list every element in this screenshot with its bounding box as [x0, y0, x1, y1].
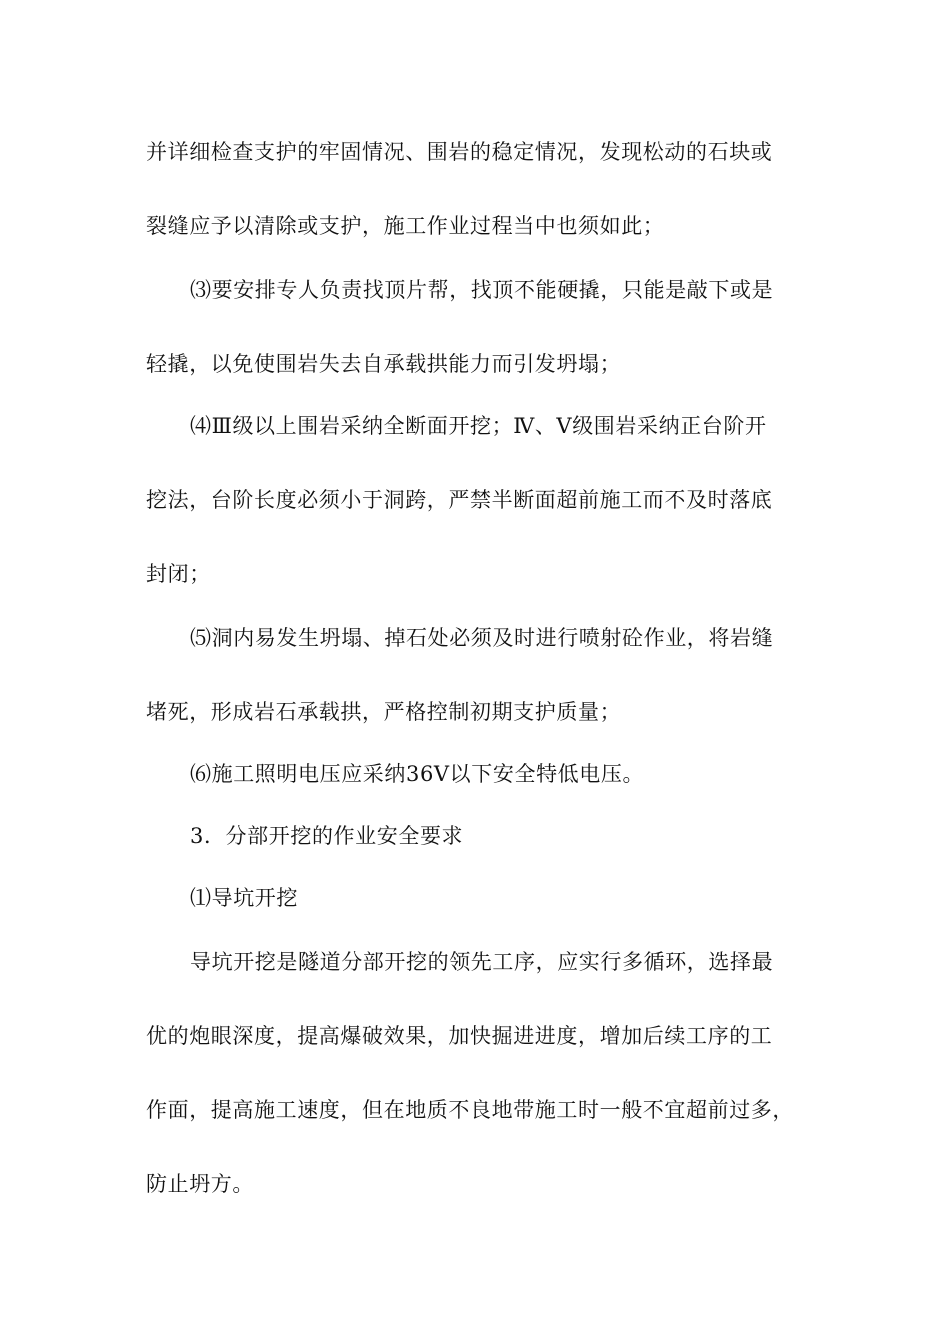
- paragraph-line: 优的炮眼深度，提高爆破效果，加快掘进进度，增加后续工序的工: [146, 1024, 773, 1048]
- list-item-5-line: ⑸洞内易发生坍塌、掉石处必须及时进行喷射砼作业，将岩缝: [190, 626, 774, 650]
- paragraph-line: 挖法，台阶长度必须小于洞跨，严禁半断面超前施工而不及时落底: [146, 488, 773, 512]
- paragraph-line: 导坑开挖是隧道分部开挖的领先工序，应实行多循环，选择最: [190, 950, 774, 974]
- list-item-4-line: ⑷Ⅲ级以上围岩采纳全断面开挖；Ⅳ、Ⅴ级围岩采纳正台阶开: [190, 414, 767, 438]
- subsection-heading: ⑴导坑开挖: [190, 886, 298, 910]
- paragraph-line: 封闭；: [146, 562, 211, 586]
- paragraph-line: 作面，提高施工速度，但在地质不良地带施工时一般不宜超前过多，: [146, 1098, 794, 1122]
- section-heading: 3．分部开挖的作业安全要求: [190, 824, 464, 848]
- paragraph-line: 堵死，形成岩石承载拱，严格控制初期支护质量；: [146, 700, 622, 724]
- paragraph-line: 防止坍方。: [146, 1172, 254, 1196]
- paragraph-line: 并详细检查支护的牢固情况、围岩的稳定情况，发现松动的石块或: [146, 140, 773, 164]
- list-item-6-line: ⑹施工照明电压应采纳36V以下安全特低电压。: [190, 762, 645, 786]
- list-item-3-line: ⑶要安排专人负责找顶片帮，找顶不能硬撬，只能是敲下或是: [190, 278, 774, 302]
- paragraph-line: 轻撬，以免使围岩失去自承载拱能力而引发坍塌；: [146, 352, 622, 376]
- paragraph-line: 裂缝应予以清除或支护，施工作业过程当中也须如此；: [146, 214, 665, 238]
